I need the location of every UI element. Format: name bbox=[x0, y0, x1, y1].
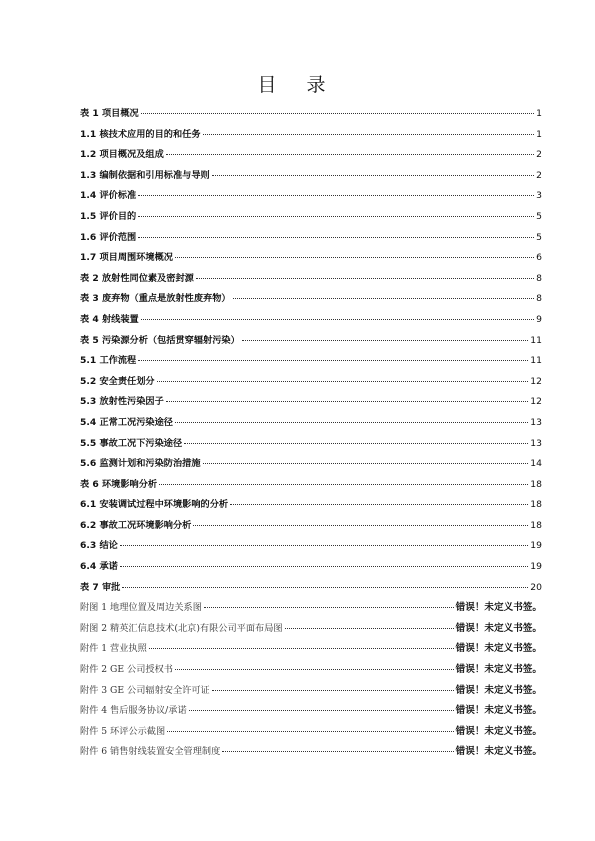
toc-entry-title: 表 1 项目概况 bbox=[80, 108, 139, 119]
toc-entry-bookmark-error: 错误！未定义书签。 bbox=[455, 684, 542, 696]
toc-entry-title: 表 7 审批 bbox=[80, 581, 121, 593]
toc-leader-dots bbox=[196, 278, 534, 279]
table-of-contents bbox=[80, 104, 542, 763]
toc-entry-page-number: 13 bbox=[530, 437, 542, 449]
toc-entry[interactable] bbox=[80, 578, 542, 599]
toc-leader-dots bbox=[141, 319, 534, 320]
toc-leader-dots bbox=[122, 587, 528, 588]
toc-entry-page-number: 13 bbox=[530, 416, 542, 428]
toc-leader-dots bbox=[138, 195, 534, 196]
toc-entry-title: 附件 5 环评公示截图 bbox=[80, 725, 166, 737]
toc-entry[interactable] bbox=[80, 310, 542, 331]
toc-entry[interactable] bbox=[80, 557, 542, 578]
toc-entry-bookmark-error: 错误！未定义书签。 bbox=[455, 664, 542, 676]
toc-leader-dots bbox=[149, 648, 454, 649]
toc-leader-dots bbox=[222, 751, 453, 752]
toc-entry-page-number: 11 bbox=[530, 355, 542, 367]
toc-entry[interactable] bbox=[80, 351, 542, 372]
toc-leader-dots bbox=[212, 690, 454, 691]
toc-leader-dots bbox=[120, 545, 528, 546]
toc-leader-dots bbox=[138, 237, 534, 238]
toc-leader-dots bbox=[184, 443, 528, 444]
toc-entry-title: 表 4 射线装置 bbox=[80, 313, 139, 325]
toc-entry[interactable] bbox=[80, 495, 542, 516]
toc-leader-dots bbox=[203, 463, 529, 464]
toc-entry[interactable] bbox=[80, 289, 542, 310]
toc-leader-dots bbox=[285, 628, 454, 629]
toc-entry-page-number: 3 bbox=[536, 190, 542, 202]
toc-entry-page-number: 6 bbox=[536, 252, 542, 264]
toc-leader-dots bbox=[141, 113, 534, 114]
toc-entry[interactable] bbox=[80, 722, 542, 743]
toc-entry-title: 附图 1 地理位置及周边关系图 bbox=[80, 602, 202, 614]
toc-entry-title: 1.4 评价标准 bbox=[80, 190, 137, 202]
toc-leader-dots bbox=[230, 504, 528, 505]
toc-entry-title: 5.6 监测计划和污染防治措施 bbox=[80, 458, 201, 470]
toc-entry-title: 表 5 污染源分析（包括贯穿辐射污染） bbox=[80, 334, 240, 346]
toc-entry-bookmark-error: 错误！未定义书签。 bbox=[455, 705, 542, 717]
toc-entry[interactable] bbox=[80, 619, 542, 640]
toc-leader-dots bbox=[204, 607, 454, 608]
toc-entry[interactable] bbox=[80, 434, 542, 455]
toc-entry[interactable] bbox=[80, 536, 542, 557]
toc-entry-page-number: 18 bbox=[530, 478, 542, 490]
toc-entry-page-number: 12 bbox=[530, 396, 542, 408]
toc-leader-dots bbox=[193, 525, 528, 526]
toc-entry[interactable] bbox=[80, 248, 542, 269]
toc-leader-dots bbox=[203, 134, 535, 135]
toc-entry-title: 1.6 评价范围 bbox=[80, 231, 137, 243]
toc-entry-title: 附件 2 GE 公司授权书 bbox=[80, 664, 173, 676]
toc-entry-page-number: 19 bbox=[530, 561, 542, 573]
toc-entry-page-number: 19 bbox=[530, 540, 542, 552]
toc-entry-title: 附件 4 售后服务协议/承诺 bbox=[80, 705, 187, 717]
toc-entry-title: 6.1 安装调试过程中环境影响的分析 bbox=[80, 499, 229, 511]
toc-entry-page-number: 8 bbox=[536, 272, 542, 284]
toc-title: 目 录 bbox=[257, 74, 338, 96]
toc-entry-page-number: 1 bbox=[536, 108, 542, 119]
toc-entry[interactable] bbox=[80, 145, 542, 166]
toc-entry-bookmark-error: 错误！未定义书签。 bbox=[455, 622, 542, 634]
toc-entry-bookmark-error: 错误！未定义书签。 bbox=[455, 725, 542, 737]
toc-entry[interactable] bbox=[80, 475, 542, 496]
toc-entry-page-number: 18 bbox=[530, 499, 542, 511]
toc-entry-title: 5.4 正常工况污染途径 bbox=[80, 416, 173, 428]
toc-entry-page-number: 12 bbox=[530, 375, 542, 387]
toc-entry[interactable] bbox=[80, 598, 542, 619]
toc-leader-dots bbox=[157, 381, 529, 382]
toc-entry[interactable] bbox=[80, 681, 542, 702]
toc-leader-dots bbox=[175, 669, 454, 670]
toc-entry-bookmark-error: 错误！未定义书签。 bbox=[455, 643, 542, 655]
toc-entry-page-number: 20 bbox=[530, 581, 542, 593]
toc-leader-dots bbox=[166, 154, 534, 155]
toc-entry[interactable] bbox=[80, 166, 542, 187]
toc-entry-title: 1.7 项目周围环境概况 bbox=[80, 252, 173, 264]
toc-entry[interactable] bbox=[80, 639, 542, 660]
toc-leader-dots bbox=[167, 731, 453, 732]
toc-entry[interactable] bbox=[80, 372, 542, 393]
toc-entry-page-number: 18 bbox=[530, 519, 542, 531]
toc-entry-title: 表 6 环境影响分析 bbox=[80, 478, 158, 490]
toc-entry[interactable] bbox=[80, 660, 542, 681]
toc-entry-page-number: 8 bbox=[536, 293, 542, 305]
toc-entry[interactable] bbox=[80, 742, 542, 763]
toc-entry-page-number: 2 bbox=[536, 149, 542, 161]
toc-entry[interactable] bbox=[80, 228, 542, 249]
toc-entry-page-number: 2 bbox=[536, 169, 542, 181]
toc-entry[interactable] bbox=[80, 104, 542, 125]
toc-entry-title: 5.5 事故工况下污染途径 bbox=[80, 437, 183, 449]
toc-entry-title: 附件 3 GE 公司辐射安全许可证 bbox=[80, 684, 210, 696]
toc-leader-dots bbox=[175, 422, 528, 423]
toc-entry-title: 1.1 核技术应用的目的和任务 bbox=[80, 128, 201, 140]
toc-entry-title: 1.3 编制依据和引用标准与导则 bbox=[80, 169, 210, 181]
toc-entry-title: 表 2 放射性同位素及密封源 bbox=[80, 272, 194, 284]
toc-entry-title: 5.1 工作流程 bbox=[80, 355, 137, 367]
toc-leader-dots bbox=[159, 484, 528, 485]
toc-entry[interactable] bbox=[80, 392, 542, 413]
toc-entry[interactable] bbox=[80, 186, 542, 207]
toc-leader-dots bbox=[138, 216, 534, 217]
toc-entry-page-number: 9 bbox=[536, 313, 542, 325]
toc-entry-page-number: 5 bbox=[536, 231, 542, 243]
toc-entry-bookmark-error: 错误！未定义书签。 bbox=[455, 602, 542, 614]
toc-entry-title: 1.5 评价目的 bbox=[80, 210, 137, 222]
toc-leader-dots bbox=[212, 175, 534, 176]
toc-entry[interactable] bbox=[80, 413, 542, 434]
toc-entry[interactable] bbox=[80, 207, 542, 228]
toc-entry-page-number: 11 bbox=[530, 334, 542, 346]
toc-entry-title: 附件 6 销售射线装置安全管理制度 bbox=[80, 746, 221, 758]
toc-entry-page-number: 5 bbox=[536, 210, 542, 222]
toc-entry[interactable] bbox=[80, 269, 542, 290]
toc-entry[interactable] bbox=[80, 125, 542, 146]
toc-leader-dots bbox=[120, 566, 528, 567]
toc-leader-dots bbox=[242, 340, 529, 341]
toc-leader-dots bbox=[233, 298, 535, 299]
toc-entry[interactable] bbox=[80, 331, 542, 352]
toc-entry-title: 1.2 项目概况及组成 bbox=[80, 149, 164, 161]
toc-leader-dots bbox=[138, 360, 528, 361]
toc-entry-bookmark-error: 错误！未定义书签。 bbox=[455, 746, 542, 758]
toc-entry[interactable] bbox=[80, 701, 542, 722]
toc-entry-title: 6.3 结论 bbox=[80, 540, 118, 552]
toc-entry-page-number: 1 bbox=[536, 128, 542, 140]
toc-entry[interactable] bbox=[80, 454, 542, 475]
toc-entry-title: 5.2 安全责任划分 bbox=[80, 375, 155, 387]
toc-entry-title: 附件 1 营业执照 bbox=[80, 643, 147, 655]
toc-entry-page-number: 14 bbox=[530, 458, 542, 470]
toc-leader-dots bbox=[189, 710, 454, 711]
toc-entry-title: 5.3 放射性污染因子 bbox=[80, 396, 164, 408]
toc-entry-title: 6.4 承诺 bbox=[80, 561, 118, 573]
toc-entry-title: 表 3 废弃物（重点是放射性废弃物） bbox=[80, 293, 231, 305]
toc-entry-title: 6.2 事故工况环境影响分析 bbox=[80, 519, 192, 531]
toc-leader-dots bbox=[166, 401, 529, 402]
toc-entry[interactable] bbox=[80, 516, 542, 537]
toc-entry-title: 附图 2 精英汇信息技术(北京)有限公司平面布局图 bbox=[80, 622, 283, 634]
toc-leader-dots bbox=[175, 257, 534, 258]
